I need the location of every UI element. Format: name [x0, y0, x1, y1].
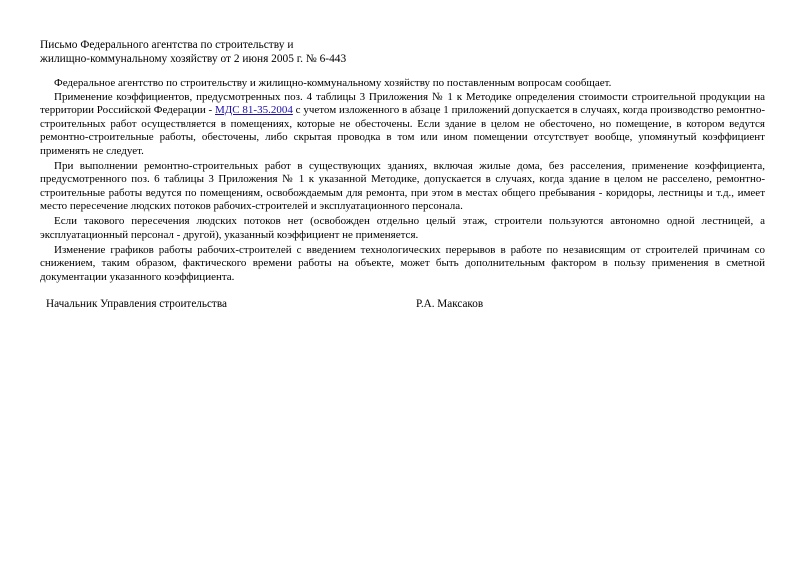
paragraph-1-text-before-link: Применение коэффициентов, предусмотренных поз. 4 таблицы 3 Приложения № 1 к Методике определения стоимости строительной продукции на территории Российской Федерации -: [40, 90, 765, 116]
document-title-line-1: Письмо Федерального агентства по строительству и: [40, 39, 294, 51]
signatory-position: Начальник Управления строительства: [46, 298, 227, 310]
intro-paragraph: Федеральное агентство по строительству и жилищно-коммунальному хозяйству по поставленным вопросам сообщает.: [54, 77, 612, 89]
paragraph-4: Изменение графиков работы рабочих-строителей с введением технологических перерывов в работе по независящим от строителей причинам со снижением, таким образом, фактического времени работы на объекте, может быть дополнительным фактором в пользу применения в сметной документации указанного коэффициента.: [40, 243, 765, 283]
paragraph-1: [40, 91, 765, 159]
paragraph-3: Если такового пересечения людских потоков нет (освобожден отдельно целый этаж, строители пользуются автономно одной лестницей, а эксплуатационный персонал - другой), указанный коэффициент не применяется.: [40, 215, 765, 241]
document-title-line-2: жилищно-коммунальному хозяйству от 2 июня 2005 г. № 6-443: [40, 53, 347, 65]
mds-document-link[interactable]: МДС 81-35.2004: [215, 104, 293, 116]
paragraph-2: При выполнении ремонтно-строительных работ в существующих зданиях, включая жилые дома, без расселения, применение коэффициента, предусмотренного поз. 6 таблицы 3 Приложения № 1 к указанной Методике, допускается в случаях, когда здание в целом не расселено, ремонтно-строительные работы ведутся по помещениям, освобождаемым для ремонта, при этом в местах общего пребывания - коридоры, лестницы и т.д., имеет место пересечение людских потоков рабочих-строителей и эксплуатационного персонала.: [40, 159, 765, 212]
document-body: [40, 77, 765, 286]
document-title: [40, 38, 460, 66]
signatory-name: Р.А. Максаков: [416, 298, 484, 310]
paragraph-1-text-after-link: с учетом изложенного в абзаце 1 приложений допускается в случаях, когда производство ремонтно-строительных работ осуществляется в помещениях, которые не обесточены. Если здание в целом не обесточено, но помещение, в котором ведутся ремонтно-строительные работы, обесточены, либо скрытая проводка в том или ином помещении отсутствует вообще, упомянутый коэффициент применять не следует.: [40, 104, 765, 157]
